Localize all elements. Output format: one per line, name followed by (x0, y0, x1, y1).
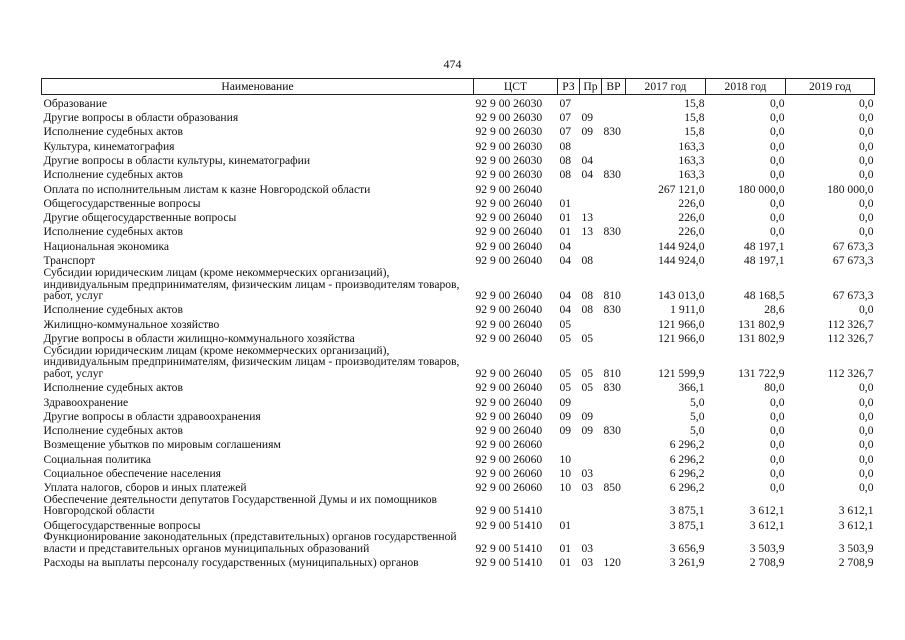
row-rz: 01 (559, 211, 572, 225)
row-name: Другие общегосударственные вопросы (43, 211, 237, 225)
row-pr: 09 (581, 125, 594, 139)
table-row (42, 554, 875, 568)
row-rz: 05 (559, 331, 572, 345)
row-cst: 92 9 00 26040 (475, 239, 543, 253)
row-2019: 0,0 (859, 438, 874, 452)
row-cst: 92 9 00 26040 (475, 289, 543, 303)
row-2017: 226,0 (678, 225, 705, 239)
row-pr (580, 181, 602, 195)
table-row (42, 209, 875, 223)
table-row (42, 422, 875, 436)
row-2017: 121 966,0 (658, 317, 705, 331)
row-name: Оплата по исполнительным листам к казне Новгородской области (43, 182, 371, 196)
row-rz: 04 (559, 239, 572, 253)
row-vr (602, 517, 626, 531)
row-2019: 0,0 (859, 139, 874, 153)
row-2017: 163,3 (678, 168, 705, 182)
row-name: Жилищно-коммунальное хозяйство (43, 317, 220, 331)
row-vr: 810 (603, 366, 621, 380)
row-rz: 10 (559, 467, 572, 481)
header-cst: ЦСТ (474, 79, 558, 95)
row-pr: 13 (581, 225, 594, 239)
row-name: Социальная политика (43, 452, 152, 466)
row-vr: 830 (603, 381, 621, 395)
row-2017: 15,8 (684, 125, 705, 139)
row-2017: 144 924,0 (658, 254, 705, 268)
row-cst: 92 9 00 26040 (475, 317, 543, 331)
row-pr: 04 (581, 153, 594, 167)
row-2019: 0,0 (859, 225, 874, 239)
row-pr: 03 (581, 481, 594, 495)
row-vr (602, 152, 626, 166)
row-cst: 92 9 00 26030 (475, 153, 543, 167)
row-2017: 3 875,1 (669, 504, 705, 518)
row-pr (580, 437, 602, 451)
row-2018: 48 197,1 (743, 254, 785, 268)
row-2018: 0,0 (770, 424, 785, 438)
row-rz: 09 (559, 409, 572, 423)
row-rz: 04 (559, 303, 572, 317)
row-2019: 0,0 (859, 96, 874, 110)
row-name: Национальная экономика (43, 239, 170, 253)
row-pr: 04 (581, 168, 594, 182)
row-name: Исполнение судебных актов (43, 225, 183, 239)
table-row (42, 238, 875, 252)
row-cst: 92 9 00 26030 (475, 168, 543, 182)
row-2017: 5,0 (690, 409, 705, 423)
row-2018: 48 168,5 (743, 289, 785, 303)
row-name: Исполнение судебных актов (43, 381, 183, 395)
row-2018: 131 802,9 (738, 317, 785, 331)
row-2019: 180 000,0 (827, 182, 874, 196)
row-name: Социальное обеспечение населения (43, 467, 222, 481)
header-2017: 2017 год (626, 79, 706, 95)
row-name: Другие вопросы в области культуры, кинематографии (43, 153, 311, 167)
row-2017: 144 924,0 (658, 239, 705, 253)
row-2018: 0,0 (770, 196, 785, 210)
row-name: Уплата налогов, сборов и иных платежей (43, 481, 247, 495)
row-2019: 67 673,3 (832, 254, 874, 268)
row-vr (602, 109, 626, 123)
table-row (42, 379, 875, 393)
table-row (42, 330, 875, 344)
table-row (42, 224, 875, 238)
row-vr (602, 316, 626, 330)
row-2018: 0,0 (770, 452, 785, 466)
row-cst: 92 9 00 26060 (475, 467, 543, 481)
row-rz: 08 (559, 168, 572, 182)
row-2019: 0,0 (859, 395, 874, 409)
row-2017: 5,0 (690, 395, 705, 409)
row-2019: 0,0 (859, 481, 874, 495)
row-cst: 92 9 00 26060 (475, 452, 543, 466)
row-cst: 92 9 00 51410 (475, 518, 543, 532)
row-pr: 09 (581, 409, 594, 423)
row-pr (580, 195, 602, 209)
row-rz: 07 (559, 111, 572, 125)
row-cst: 92 9 00 26030 (475, 139, 543, 153)
row-2018: 0,0 (770, 125, 785, 139)
table-row (42, 252, 875, 266)
table-row (42, 344, 875, 379)
row-2018: 0,0 (770, 139, 785, 153)
row-pr: 08 (581, 303, 594, 317)
row-name: Другие вопросы в области здравоохранения (43, 409, 261, 423)
header-rz: РЗ (558, 79, 580, 95)
row-vr (602, 252, 626, 266)
row-cst: 92 9 00 26040 (475, 303, 543, 317)
row-name: Возмещение убытков по мировым соглашениям (43, 438, 281, 452)
table-row (42, 465, 875, 479)
row-vr (602, 209, 626, 223)
row-2019: 0,0 (859, 424, 874, 438)
row-2018: 131 802,9 (738, 331, 785, 345)
header-vr: ВР (602, 79, 626, 95)
row-cst: 92 9 00 51410 (475, 504, 543, 518)
table-row (42, 451, 875, 465)
row-2018: 0,0 (770, 153, 785, 167)
row-name: Другие вопросы в области жилищно-коммунального хозяйства (43, 331, 355, 345)
table-row (42, 95, 875, 110)
row-cst: 92 9 00 26030 (475, 125, 543, 139)
row-cst: 92 9 00 26040 (475, 196, 543, 210)
row-2018: 0,0 (770, 211, 785, 225)
table-row (42, 394, 875, 408)
row-rz (558, 437, 580, 451)
row-2017: 6 296,2 (669, 452, 705, 466)
row-2019: 0,0 (859, 125, 874, 139)
row-pr: 05 (581, 381, 594, 395)
row-cst: 92 9 00 26040 (475, 331, 543, 345)
row-vr: 830 (603, 225, 621, 239)
row-2019: 112 326,7 (827, 317, 874, 331)
row-name: Исполнение судебных актов (43, 424, 183, 438)
row-rz: 05 (559, 366, 572, 380)
row-vr (602, 138, 626, 152)
row-2018: 80,0 (764, 381, 785, 395)
row-cst: 92 9 00 26040 (475, 366, 543, 380)
table-row (42, 531, 875, 554)
row-vr (602, 494, 626, 517)
table-row (42, 124, 875, 138)
row-cst: 92 9 00 26040 (475, 211, 543, 225)
row-2019: 0,0 (859, 168, 874, 182)
row-rz: 09 (559, 395, 572, 409)
table-header-row (42, 79, 875, 95)
row-2018: 0,0 (770, 409, 785, 423)
row-pr: 03 (581, 541, 594, 555)
row-rz (558, 494, 580, 517)
row-2019: 0,0 (859, 409, 874, 423)
table-row (42, 480, 875, 494)
row-rz: 01 (559, 555, 572, 569)
row-rz: 01 (559, 196, 572, 210)
row-2018: 0,0 (770, 438, 785, 452)
row-2017: 143 013,0 (658, 289, 705, 303)
row-2019: 0,0 (859, 196, 874, 210)
row-name: Исполнение судебных актов (43, 168, 183, 182)
row-2019: 0,0 (859, 303, 874, 317)
header-name: Наименование (42, 79, 474, 95)
row-pr: 09 (581, 111, 594, 125)
row-2018: 3 612,1 (749, 504, 785, 518)
row-2019: 3 503,9 (838, 541, 874, 555)
row-2019: 2 708,9 (838, 555, 874, 569)
row-pr: 03 (581, 467, 594, 481)
table-row (42, 302, 875, 316)
row-vr (602, 531, 626, 554)
row-cst: 92 9 00 26030 (475, 111, 543, 125)
row-name: Функционирование законодательных (представительных) органов государственной власти и представительных органов муниципальных образований (43, 530, 457, 555)
row-2018: 0,0 (770, 225, 785, 239)
table-row (42, 267, 875, 302)
row-2017: 226,0 (678, 211, 705, 225)
row-rz: 04 (559, 289, 572, 303)
row-vr (602, 437, 626, 451)
row-pr (580, 138, 602, 152)
table-row (42, 166, 875, 180)
row-2017: 6 296,2 (669, 481, 705, 495)
row-cst: 92 9 00 26040 (475, 182, 543, 196)
row-name: Субсидии юридическим лицам (кроме некоммерческих организаций), индивидуальным предпринимателям, физическим лицам - производителям товаров, работ, услуг (43, 266, 460, 303)
row-2017: 226,0 (678, 196, 705, 210)
table-row (42, 494, 875, 517)
row-name: Исполнение судебных актов (43, 125, 183, 139)
row-name: Общегосударственные вопросы (43, 196, 201, 210)
table-body (42, 95, 875, 569)
row-rz: 01 (559, 541, 572, 555)
row-name: Транспорт (43, 254, 96, 268)
header-pr: Пр (580, 79, 602, 95)
row-cst: 92 9 00 26030 (475, 96, 543, 110)
row-2018: 0,0 (770, 395, 785, 409)
row-pr (580, 517, 602, 531)
row-pr (580, 95, 602, 110)
row-rz: 05 (559, 317, 572, 331)
row-name: Образование (43, 96, 108, 110)
row-pr: 08 (581, 254, 594, 268)
row-pr: 05 (581, 366, 594, 380)
row-vr: 830 (603, 303, 621, 317)
row-vr (602, 195, 626, 209)
row-cst: 92 9 00 26040 (475, 254, 543, 268)
row-2017: 163,3 (678, 139, 705, 153)
row-pr: 05 (581, 331, 594, 345)
row-2018: 0,0 (770, 467, 785, 481)
table-row (42, 181, 875, 195)
row-vr (602, 181, 626, 195)
row-2019: 0,0 (859, 111, 874, 125)
row-2017: 15,8 (684, 96, 705, 110)
row-pr (580, 238, 602, 252)
table-row (42, 437, 875, 451)
row-vr: 830 (603, 125, 621, 139)
row-cst: 92 9 00 51410 (475, 541, 543, 555)
row-pr (580, 316, 602, 330)
row-2017: 366,1 (678, 381, 705, 395)
row-2019: 0,0 (859, 211, 874, 225)
row-2018: 180 000,0 (738, 182, 785, 196)
row-2017: 3 656,9 (669, 541, 705, 555)
row-name: Исполнение судебных актов (43, 303, 183, 317)
row-rz: 04 (559, 254, 572, 268)
row-cst: 92 9 00 26040 (475, 409, 543, 423)
row-pr: 08 (581, 289, 594, 303)
row-cst: 92 9 00 26040 (475, 424, 543, 438)
row-vr (602, 330, 626, 344)
row-rz: 09 (559, 424, 572, 438)
row-pr: 13 (581, 211, 594, 225)
row-vr: 850 (603, 481, 621, 495)
row-name: Расходы на выплаты персоналу государственных (муниципальных) органов (43, 555, 419, 569)
row-pr (580, 451, 602, 465)
row-2019: 0,0 (859, 452, 874, 466)
table-row (42, 316, 875, 330)
row-2018: 28,6 (764, 303, 785, 317)
row-rz: 07 (559, 96, 572, 110)
row-rz: 05 (559, 381, 572, 395)
row-vr (602, 238, 626, 252)
row-vr: 830 (603, 168, 621, 182)
row-2017: 1 911,0 (670, 303, 705, 317)
row-2018: 3 612,1 (749, 518, 785, 532)
row-2017: 3 261,9 (669, 555, 705, 569)
row-name: Другие вопросы в области образования (43, 111, 239, 125)
row-cst: 92 9 00 26060 (475, 438, 543, 452)
row-vr: 810 (603, 289, 621, 303)
row-name: Общегосударственные вопросы (43, 518, 201, 532)
row-pr (580, 394, 602, 408)
row-pr: 09 (581, 424, 594, 438)
row-2018: 0,0 (770, 168, 785, 182)
row-vr: 120 (603, 555, 621, 569)
row-2019: 112 326,7 (827, 366, 874, 380)
row-cst: 92 9 00 26060 (475, 481, 543, 495)
row-rz: 08 (559, 153, 572, 167)
row-2017: 267 121,0 (658, 182, 705, 196)
row-pr (580, 494, 602, 517)
row-2017: 6 296,2 (669, 467, 705, 481)
row-cst: 92 9 00 26040 (475, 225, 543, 239)
row-2018: 3 503,9 (749, 541, 785, 555)
row-cst: 92 9 00 26040 (475, 395, 543, 409)
row-vr (602, 394, 626, 408)
header-2018: 2018 год (706, 79, 786, 95)
row-name: Здравоохранение (43, 395, 129, 409)
row-rz: 10 (559, 452, 572, 466)
budget-table-container (41, 78, 874, 568)
row-2019: 3 612,1 (838, 518, 874, 532)
row-2018: 0,0 (770, 481, 785, 495)
row-2019: 67 673,3 (832, 239, 874, 253)
row-2018: 2 708,9 (749, 555, 785, 569)
table-row (42, 152, 875, 166)
row-cst: 92 9 00 26040 (475, 381, 543, 395)
page-number: 474 (443, 57, 462, 71)
row-2019: 0,0 (859, 381, 874, 395)
row-vr (602, 451, 626, 465)
row-rz: 01 (559, 518, 572, 532)
row-2018: 48 197,1 (743, 239, 785, 253)
row-rz: 01 (559, 225, 572, 239)
row-2019: 3 612,1 (838, 504, 874, 518)
row-rz: 07 (559, 125, 572, 139)
row-2019: 67 673,3 (832, 289, 874, 303)
table-row (42, 138, 875, 152)
row-vr (602, 95, 626, 110)
budget-table (41, 78, 875, 568)
row-2017: 163,3 (678, 153, 705, 167)
row-vr: 830 (603, 424, 621, 438)
row-2018: 0,0 (770, 96, 785, 110)
table-row (42, 195, 875, 209)
row-2017: 3 875,1 (669, 518, 705, 532)
row-2019: 0,0 (859, 153, 874, 167)
row-vr (602, 408, 626, 422)
row-cst: 92 9 00 51410 (475, 555, 543, 569)
row-name: Обеспечение деятельности депутатов Государственной Думы и их помощников Новгородской области (43, 492, 438, 518)
row-2017: 5,0 (690, 424, 705, 438)
row-2018: 0,0 (770, 111, 785, 125)
row-2017: 15,8 (684, 111, 705, 125)
table-row (42, 408, 875, 422)
row-rz: 10 (559, 481, 572, 495)
row-2017: 121 966,0 (658, 331, 705, 345)
header-2019: 2019 год (786, 79, 875, 95)
row-2017: 6 296,2 (669, 438, 705, 452)
row-2019: 0,0 (859, 467, 874, 481)
row-2017: 121 599,9 (658, 366, 705, 380)
row-2018: 131 722,9 (738, 366, 785, 380)
row-rz (558, 181, 580, 195)
table-row (42, 109, 875, 123)
row-name: Культура, кинематография (43, 139, 175, 153)
row-pr: 03 (581, 555, 594, 569)
row-rz: 08 (559, 139, 572, 153)
row-name: Субсидии юридическим лицам (кроме некоммерческих организаций), индивидуальным предпринимателям, физическим лицам - производителям товаров, работ, услуг (43, 343, 460, 380)
table-row (42, 517, 875, 531)
row-vr (602, 465, 626, 479)
row-2019: 112 326,7 (827, 331, 874, 345)
